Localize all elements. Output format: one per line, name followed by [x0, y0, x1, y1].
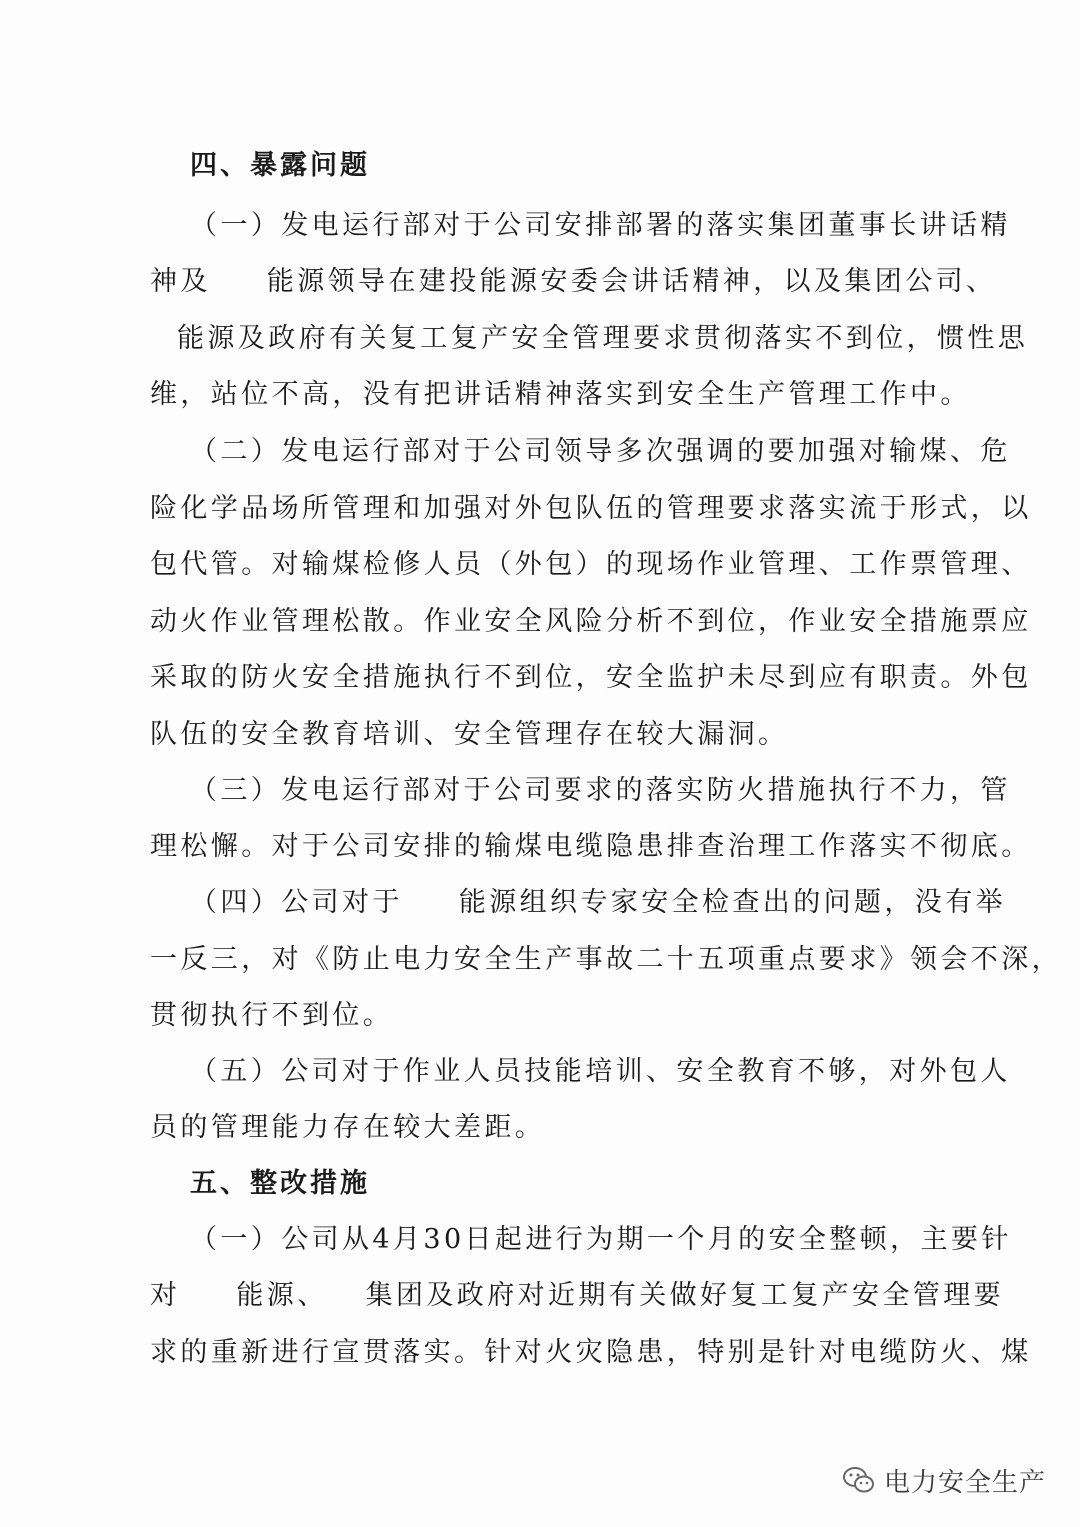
paragraph-line: （一）发电运行部对于公司安排部署的落实集团董事长讲话精 — [190, 210, 1011, 241]
wechat-icon — [842, 1465, 876, 1495]
paragraph-line: （四）公司对于 能源组织专家安全检查出的问题，没有举 — [190, 887, 1007, 918]
paragraph-line: 维，站位不高，没有把讲话精神落实到安全生产管理工作中。 — [150, 379, 971, 410]
wechat-watermark — [842, 1458, 1046, 1502]
watermark-text: 电力安全生产 — [884, 1467, 1047, 1498]
section-heading-rectification-measures: 五、整改措施 — [190, 1168, 370, 1199]
paragraph-line: 对 能源、 集团及政府对近期有关做好复工复产安全管理要 — [150, 1280, 1005, 1311]
paragraph-line: 动火作业管理松散。作业安全风险分析不到位，作业安全措施票应 — [150, 606, 1032, 637]
paragraph-line: （五）公司对于作业人员技能培训、安全教育不够，对外包人 — [190, 1056, 1011, 1087]
paragraph-line: 采取的防火安全措施执行不到位，安全监护未尽到应有职责。外包 — [150, 662, 1032, 693]
paragraph-line: 一反三，对《防止电力安全生产事故二十五项重点要求》领会不深， — [150, 944, 1062, 975]
paragraph-line: 员的管理能力存在较大差距。 — [150, 1112, 546, 1143]
paragraph-line: （一）公司从4月30日起进行为期一个月的安全整顿，主要针 — [190, 1224, 1012, 1255]
paragraph-line: 包代管。对输煤检修人员（外包）的现场作业管理、工作票管理、 — [150, 549, 1032, 580]
paragraph-line: （二）发电运行部对于公司领导多次强调的要加强对输煤、危 — [190, 436, 1011, 467]
paragraph-line: 队伍的安全教育培训、安全管理存在较大漏洞。 — [150, 719, 789, 750]
paragraph-line: 神及 能源领导在建投能源安委会讲话精神，以及集团公司、 — [150, 266, 997, 297]
paragraph-line: 险化学品场所管理和加强对外包队伍的管理要求落实流于形式，以 — [150, 493, 1032, 524]
paragraph-line: 求的重新进行宣贯落实。针对火灾隐患，特别是针对电缆防火、煤 — [150, 1337, 1032, 1368]
paragraph-line: 能源及政府有关复工复产安全管理要求贯彻落实不到位，惯性思 — [177, 323, 1029, 354]
paragraph-line: 理松懈。对于公司安排的输煤电缆隐患排查治理工作落实不彻底。 — [150, 831, 1032, 862]
paragraph-line: （三）发电运行部对于公司要求的落实防火措施执行不力，管 — [190, 775, 1011, 806]
paragraph-line: 贯彻执行不到位。 — [150, 1000, 394, 1031]
section-heading-exposed-problems: 四、暴露问题 — [190, 150, 370, 181]
